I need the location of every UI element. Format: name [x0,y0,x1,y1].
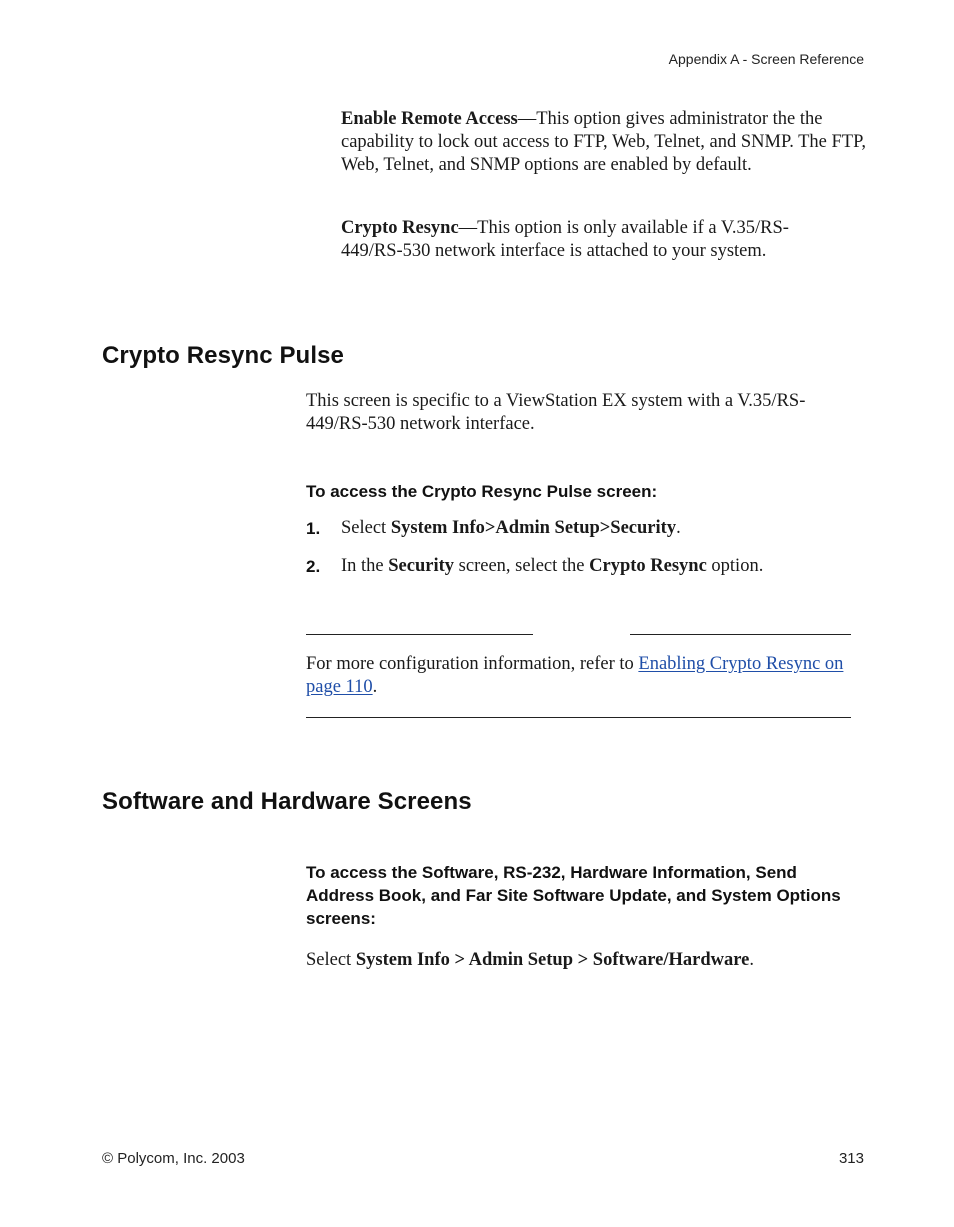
note-text: For more configuration information, refer to [306,654,639,674]
note-top-rule-left [306,634,533,635]
step-1-number: 1. [306,519,321,538]
software-instruction [306,949,851,972]
step-2-mid: screen, select the [454,556,590,576]
footer-page-number: 313 [838,1150,864,1167]
footer-copyright: © Polycom, Inc. 2003 [102,1150,245,1167]
step-2-security-term: Security [388,556,455,576]
enable-remote-access-term: Enable Remote Access [341,109,518,129]
software-hardware-heading: Software and Hardware Screens [102,788,472,815]
crypto-resync-text: —This option is only available if a V.35/RS-449/RS-530 network interface is attached to your system. [341,218,789,261]
step-1-pre: Select [341,518,391,538]
note-top-rule-right [630,634,851,635]
note-bottom-rule [306,717,851,718]
note-end: . [372,677,378,697]
step-2-number: 2. [306,557,321,576]
crypto-resync-paragraph [341,217,841,263]
crypto-resync-term: Crypto Resync [341,218,459,238]
step-2-text [341,555,861,578]
step-2-pre: In the [341,556,389,576]
enable-remote-access-paragraph [341,108,869,177]
crypto-description: This screen is specific to a ViewStation EX system with a V.35/RS-449/RS-530 network interface. [306,391,806,434]
step-1-mid: . [676,518,681,538]
software-procedure-heading: To access the Software, RS-232, Hardware Information, Send Address Book, and Far Site Software Update, and System Options screens: [306,863,841,928]
crypto-procedure-heading: To access the Crypto Resync Pulse screen: [306,482,658,501]
software-menu-path: System Info > Admin Setup > Software/Hardware [355,950,750,970]
step-1-text [341,517,861,540]
running-head: Appendix A - Screen Reference [668,51,864,67]
step-2-post: option. [706,556,764,576]
step-2-crypto-resync-term: Crypto Resync [589,556,707,576]
note-paragraph [306,653,851,699]
enable-remote-access-text: —This option gives administrator the the capability to lock out access to FTP, Web, Telnet, and SNMP. The FTP, Web, Telnet, and SNMP options are enabled by default. [341,109,866,175]
software-instruction-post: . [749,950,754,970]
step-1-menu-path: System Info>Admin Setup>Security [390,518,677,538]
software-instruction-pre: Select [306,950,356,970]
enabling-crypto-resync-link[interactable]: Enabling Crypto Resync on page 110 [306,654,844,697]
crypto-resync-pulse-heading: Crypto Resync Pulse [102,342,344,369]
